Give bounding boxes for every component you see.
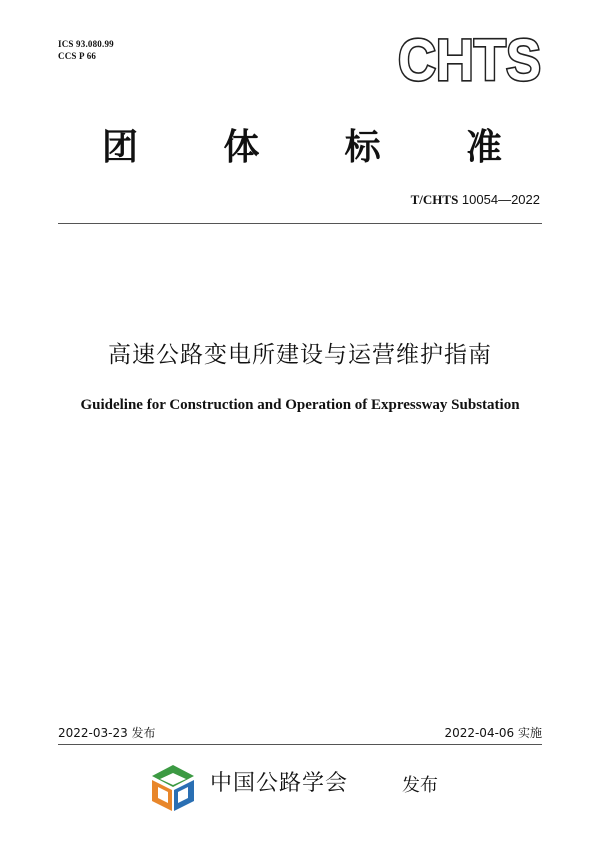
document-title-chinese: 高速公路变电所建设与运营维护指南	[108, 342, 492, 368]
ics-code: ICS 93.080.99	[58, 39, 114, 49]
category-char-4: 准	[465, 127, 502, 168]
standard-number-prefix: T/CHTS	[410, 192, 459, 207]
publisher-action: 发布	[402, 775, 438, 796]
publisher-emblem-icon	[150, 763, 196, 813]
publisher-name: 中国公路学会	[210, 771, 349, 796]
chts-logo-text: CHTS	[398, 30, 541, 88]
issue-date: 2022-03-23 发布	[58, 726, 156, 740]
document-title-english: Guideline for Construction and Operation of Expressway Substation	[80, 397, 520, 413]
chts-logo	[397, 30, 542, 88]
implementation-date: 2022-04-06 实施	[444, 726, 542, 740]
classification-codes	[58, 38, 114, 62]
ccs-code: CCS P 66	[58, 51, 97, 61]
standard-number	[411, 192, 540, 208]
category-char-1: 团	[101, 127, 138, 168]
top-divider	[58, 223, 542, 224]
standard-category	[97, 126, 507, 170]
bottom-divider	[58, 744, 542, 745]
standard-number-value: 10054—2022	[461, 192, 540, 207]
category-char-2: 体	[223, 127, 260, 168]
category-char-3: 标	[344, 127, 381, 168]
